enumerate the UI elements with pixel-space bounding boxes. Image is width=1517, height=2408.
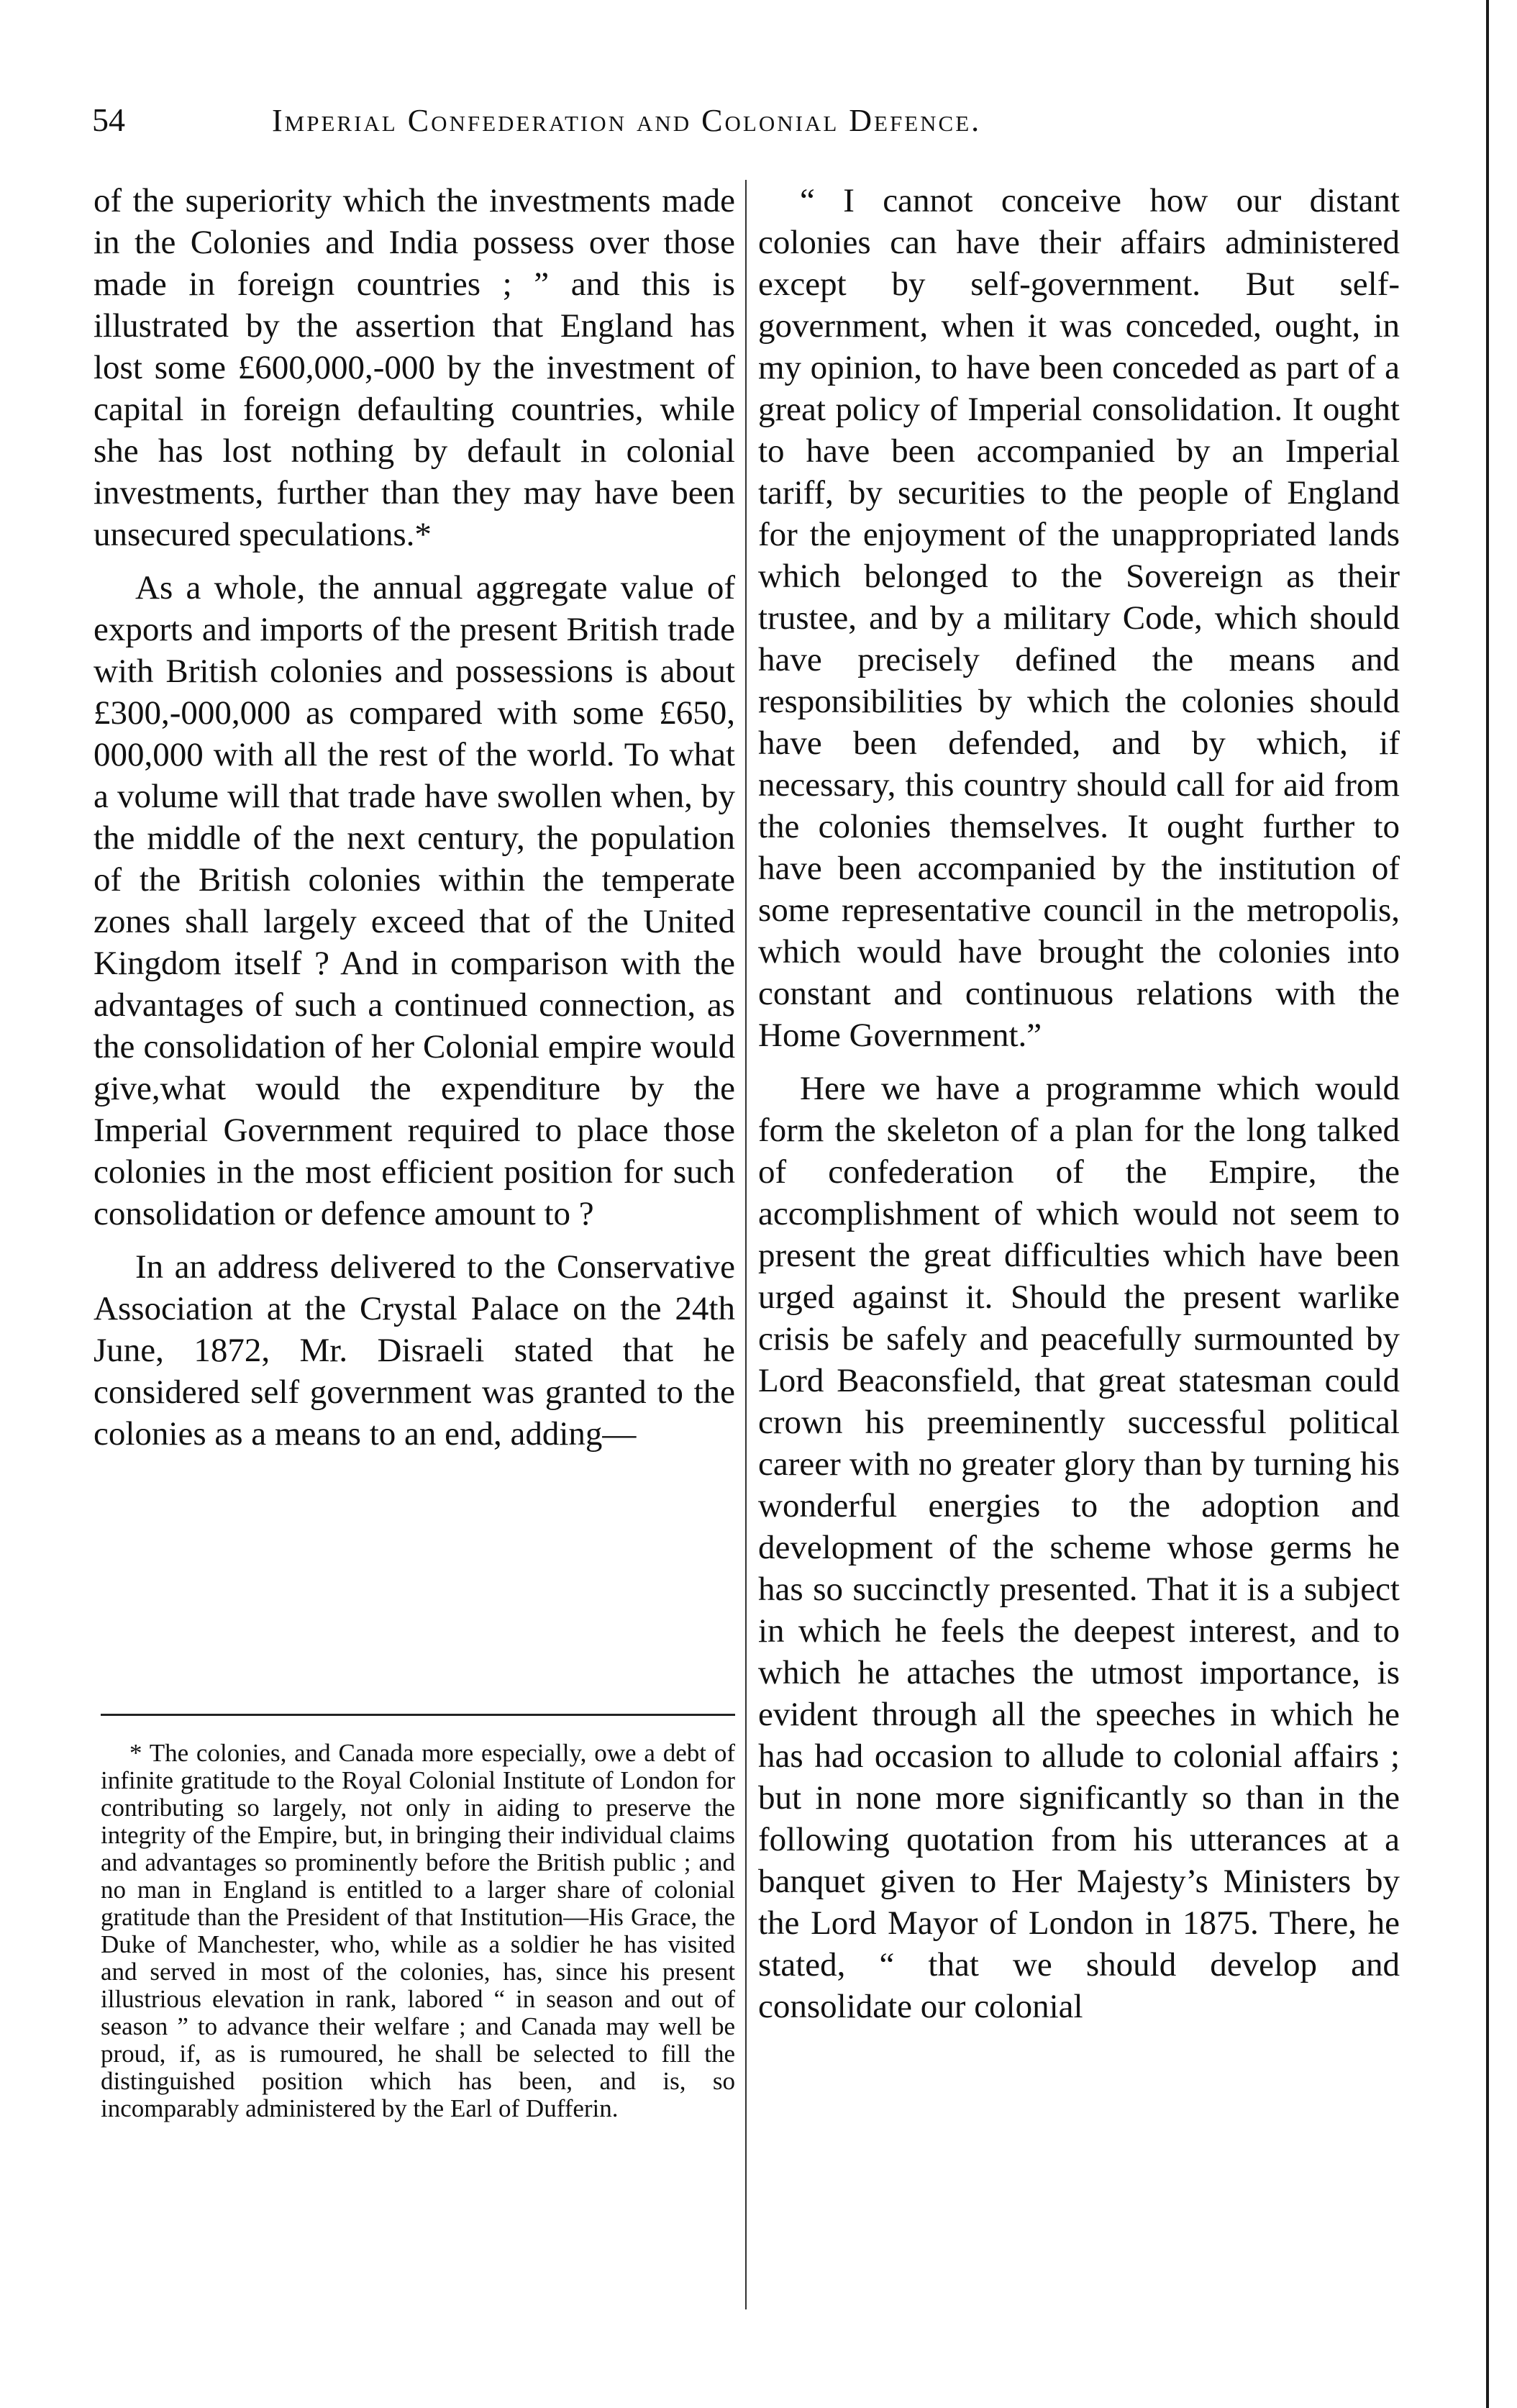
running-title: Imperial Confederation and Colonial Defence. bbox=[272, 103, 982, 138]
page-header bbox=[92, 101, 1444, 144]
left-paragraph-1: of the superiority which the investments made in the Colonies and India possess over those made in foreign countries ; ” and this is illustrated by the assertion that England has lost some £600,000,-000 by the investment of capital in foreign defaulting countries, while she has lost nothing by default in colonial investments, further than they may have been unsecured speculations.* bbox=[94, 182, 735, 553]
column-divider bbox=[745, 180, 747, 2309]
page-edge-rule bbox=[1486, 0, 1489, 2408]
right-column bbox=[758, 180, 1400, 2039]
footnote-rule bbox=[101, 1714, 735, 1716]
page-number: 54 bbox=[92, 101, 125, 138]
right-paragraph-2: Here we have a programme which would form the skeleton of a plan for the long talked of confederation of the Empire, the accomplishment of which would not seem to present the great difficulties which have been urged against it. Should the present warlike crisis be safely and peacefully surmounted by Lord Beaconsfield, that great statesman could crown his preeminently successful political career with no greater glory than by turning his wonderful energies to the adoption and development of the scheme whose germs he has so succinctly presented. That it is a subject in which he feels the deepest interest, and to which he attaches the utmost importance, is evident through all the speeches in which he has had occasion to allude to colonial affairs ; but in none more significantly so than in the following quotation from his utterances at a banquet given to Her Majesty’s Ministers by the Lord Mayor of London in 1875. There, he stated, “ that we should develop and consolidate our colonial bbox=[758, 1070, 1400, 2025]
left-paragraph-3: In an address delivered to the Conservative Association at the Crystal Palace on the 24th June, 1872, Mr. Disraeli stated that he considered self government was granted to the colonies as a means to an end, adding— bbox=[94, 1248, 735, 1453]
right-paragraph-1: “ I cannot conceive how our distant colonies can have their affairs administered except by self-government. But self-government, when it was conceded, ought, in my opinion, to have been conceded as part of a great policy of Imperial consolidation. It ought to have been accompanied by an Imperial tariff, by securities to the people of England for the enjoyment of the unappropriated lands which belonged to the Sovereign as their trustee, and by a military Code, which should have precisely defined the means and responsibilities by which the colonies should have been defended, and by which, if necessary, this country should call for aid from the colonies themselves. It ought further to have been accompanied by the institution of some representative council in the metropolis, which would have brought the colonies into constant and continuous relations with the Home Government.” bbox=[758, 182, 1400, 1054]
left-column bbox=[94, 180, 735, 1466]
footnote: * The colonies, and Canada more especially, owe a debt of infinite gratitude to the Royal Colonial Institute of London for contributing so largely, not only in aiding to preserve the integrity of the Empire, but, in bringing their individual claims and advantages so prominently before the British public ; and no man in England is entitled to a larger share of colonial gratitude than the President of that Institution—His Grace, the Duke of Manchester, who, while as a soldier he has visited and served in most of the colonies, has, since his present illustrious elevation in rank, labored “ in season and out of season ” to advance their welfare ; and Canada may well be proud, if, as is rumoured, he shall be selected to fill the distinguished position which has been, and is, so incomparably administered by the Earl of Dufferin. bbox=[101, 1739, 735, 2122]
left-paragraph-2: As a whole, the annual aggregate value of exports and imports of the present British trade with British colonies and possessions is about £300,-000,000 as compared with some £650, 000,000 with all the rest of the world. To what a volume will that trade have swollen when, by the middle of the next century, the population of the British colonies within the temperate zones shall largely exceed that of the United Kingdom itself ? And in comparison with the advantages of such a continued connection, as the consolidation of her Colonial empire would give,what would the expenditure by the Imperial Government required to place those colonies in the most efficient position for such consolidation or defence amount to ? bbox=[94, 569, 735, 1232]
